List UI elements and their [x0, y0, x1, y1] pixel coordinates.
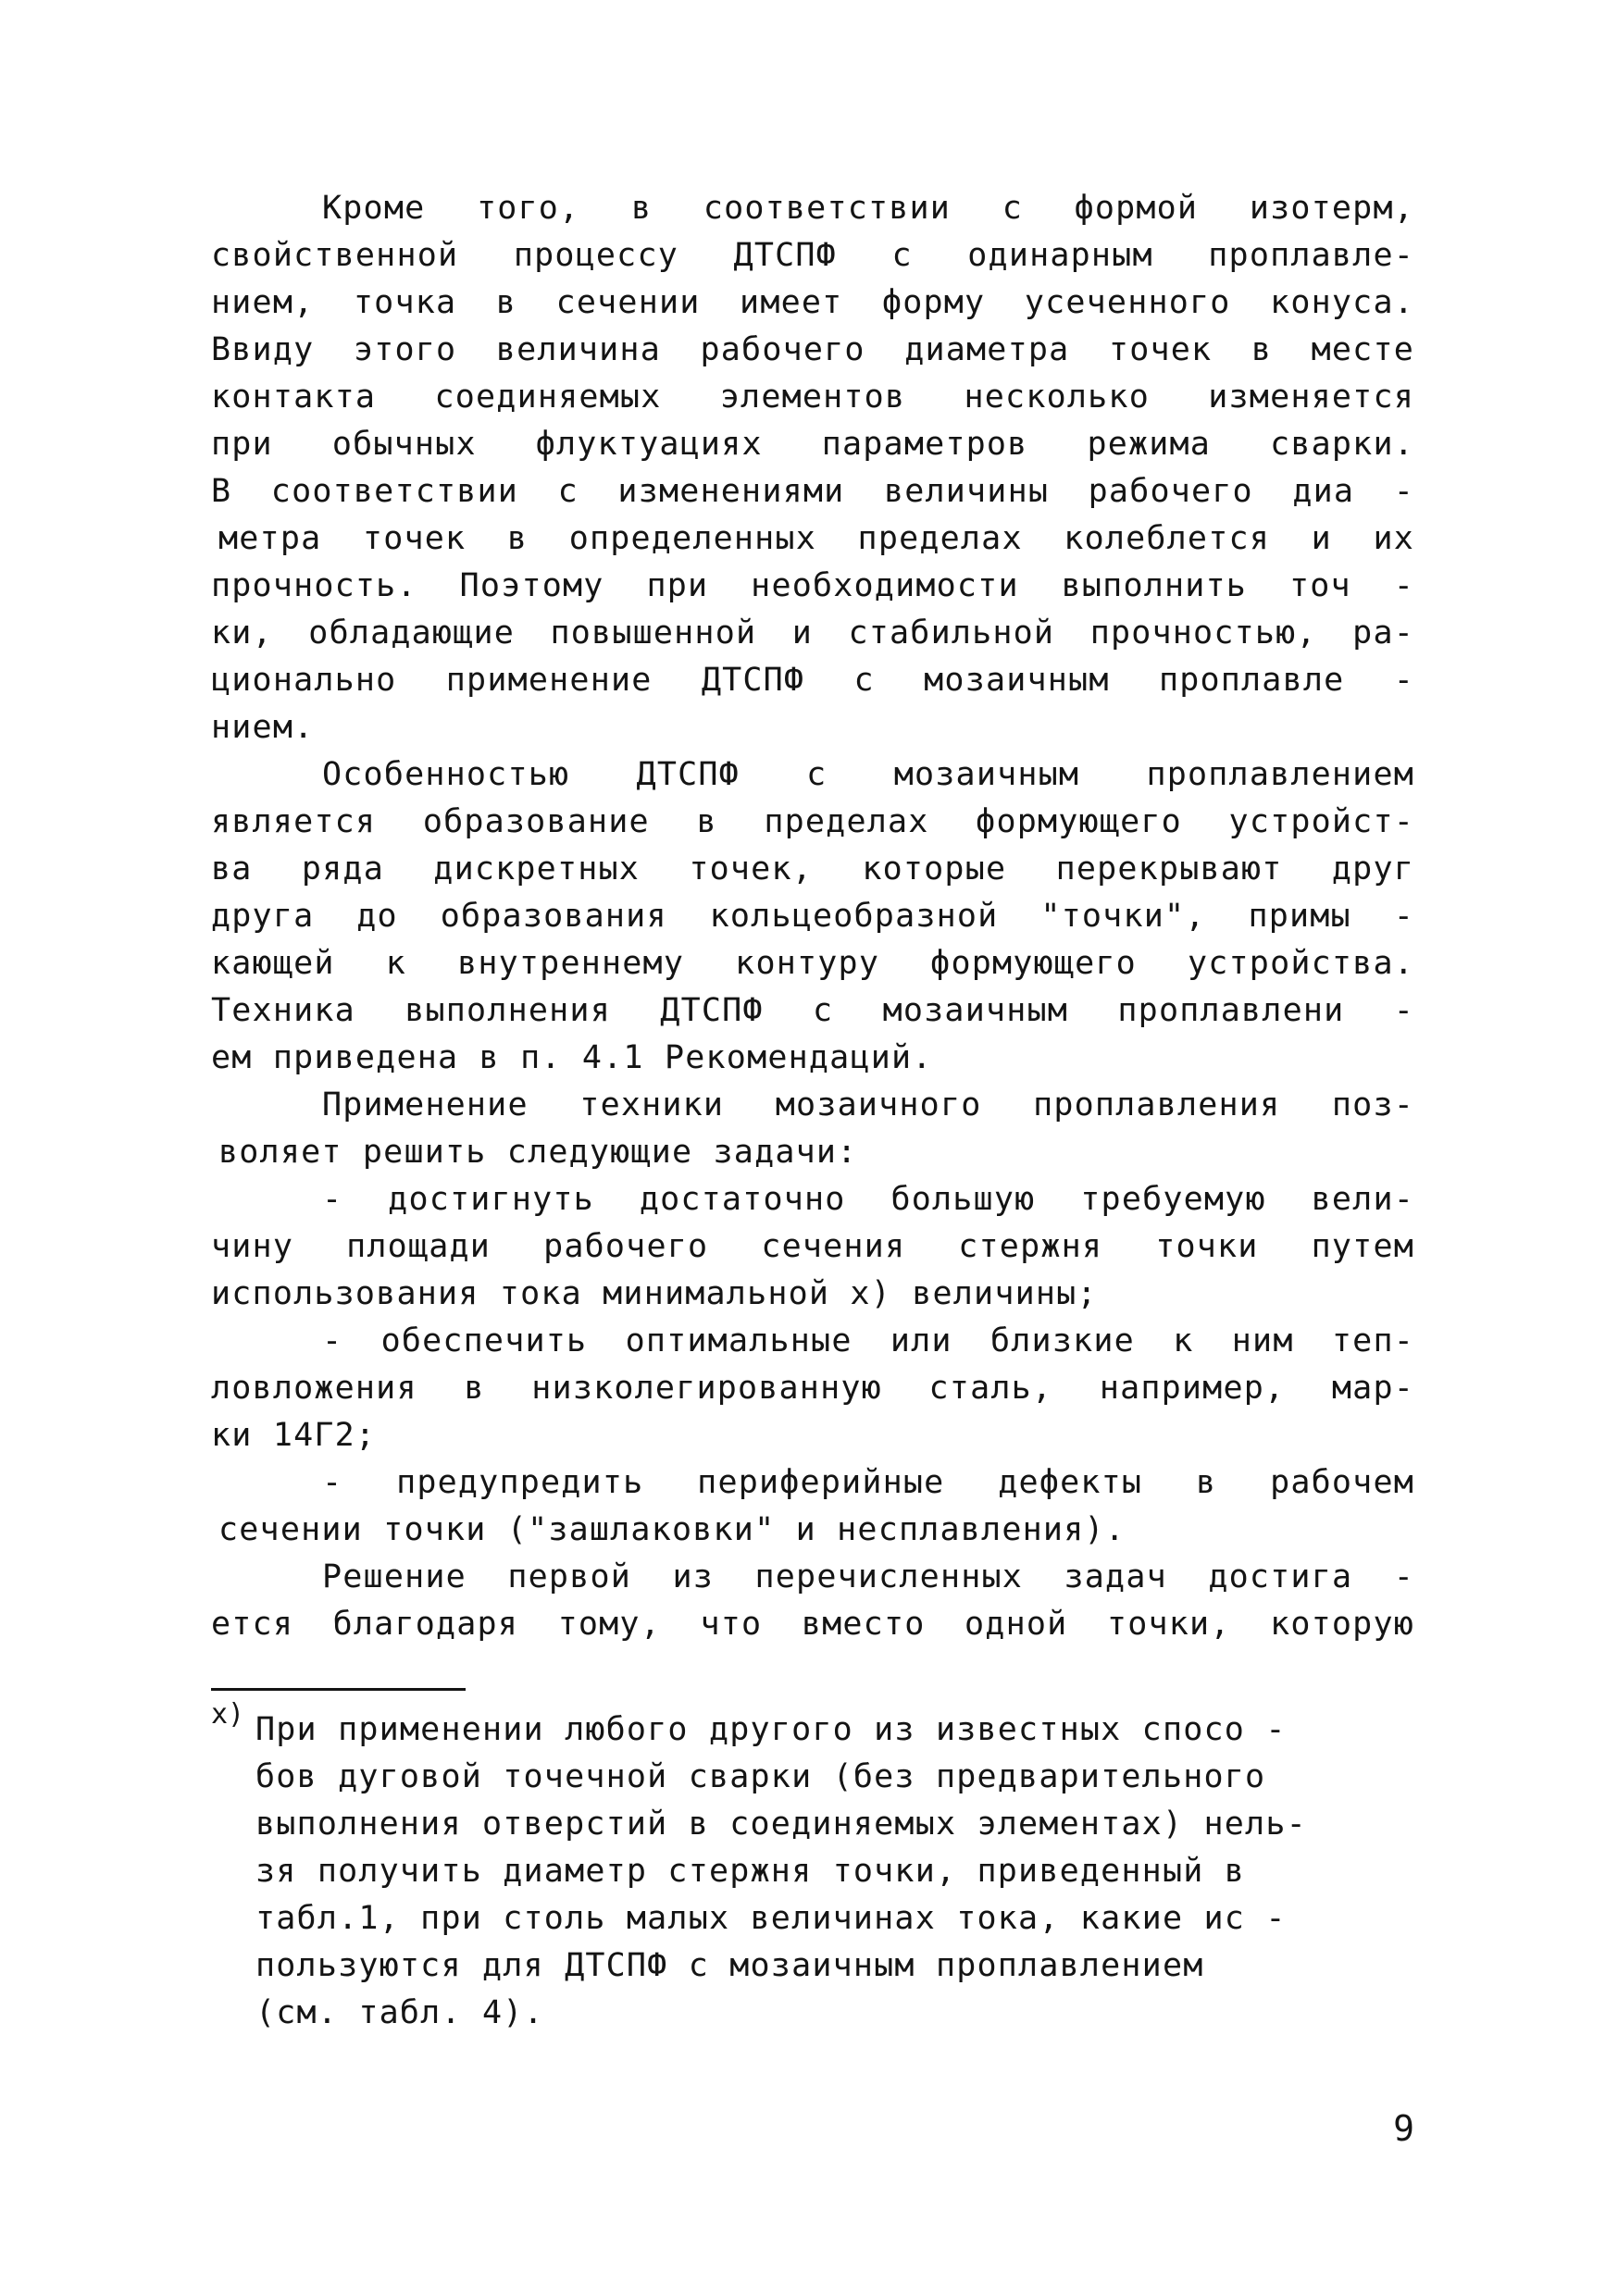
text-line: является образование в пределах формующего устройст- [211, 803, 1414, 840]
text-line: ки 14Г2; [211, 1417, 377, 1454]
main-text-block [211, 185, 1414, 1648]
text-line: друга до образования кольцеобразной "точки", примы - [211, 898, 1414, 935]
text-line: свойственной процессу ДТСПФ с одинарным проплавле- [211, 237, 1414, 274]
text-line: ловложения в низколегированную сталь, например, мар- [211, 1370, 1414, 1407]
footnote-line: выполнения отверстий в соединяемых элементах) нель- [255, 1806, 1307, 1843]
text-line: ки, обладающие повышенной и стабильной прочностью, ра- [211, 614, 1414, 652]
text-line: ется благодаря тому, что вместо одной точки, которую [211, 1606, 1414, 1643]
text-line: при обычных флуктуациях параметров режима сварки. [211, 426, 1414, 463]
footnote-divider [211, 1688, 466, 1691]
footnote [211, 1698, 1414, 2037]
text-line: нием, точка в сечении имеет форму усеченного конуса. [211, 284, 1414, 321]
text-line: нием. [211, 709, 315, 746]
footnote-line: (см. табл. 4). [255, 1994, 544, 2031]
text-line: ва ряда дискретных точек, которые перекрывают друг [211, 850, 1414, 887]
text-line: Техника выполнения ДТСПФ с мозаичным проплавлени - [211, 992, 1414, 1029]
text-line: контакта соединяемых элементов несколько изменяется [211, 379, 1414, 416]
text-line: Кроме того, в соответствии с формой изотерм, [322, 190, 1414, 227]
text-line: - достигнуть достаточно большую требуемую вели- [322, 1181, 1414, 1218]
footnote-line: пользуются для ДТСПФ с мозаичным проплавлением [255, 1947, 1204, 1984]
text-line: В соответствии с изменениями величины рабочего диа - [211, 473, 1414, 510]
text-line: прочность. Поэтому при необходимости выполнить точ - [211, 567, 1414, 604]
footnote-line: бов дуговой точечной сварки (без предварительного [255, 1758, 1266, 1795]
text-line: Решение первой из перечисленных задач достига - [322, 1558, 1414, 1595]
text-line: Особенностью ДТСПФ с мозаичным проплавлением [322, 756, 1414, 793]
footnote-line: При применении любого другого из известных спосо - [255, 1711, 1287, 1748]
footnote-line: зя получить диаметр стержня точки, приведенный в [255, 1853, 1246, 1890]
text-line: воляет решить следующие задачи: [218, 1134, 858, 1171]
text-line: Применение техники мозаичного проплавления поз- [322, 1086, 1414, 1123]
text-line: ем приведена в п. 4.1 Рекомендаций. [211, 1039, 933, 1076]
text-line: кающей к внутреннему контуру формующего устройства. [211, 945, 1414, 982]
footnote-marker: x) [211, 1698, 245, 1731]
text-line: использования тока минимальной x) величины; [211, 1275, 1098, 1312]
text-line: чину площади рабочего сечения стержня точки путем [211, 1228, 1414, 1265]
page-number: 9 [1393, 2108, 1414, 2149]
text-line: - предупредить периферийные дефекты в рабочем [322, 1464, 1414, 1501]
text-line: Ввиду этого величина рабочего диаметра точек в месте [211, 331, 1414, 368]
text-line: метра точек в определенных пределах колеблется и их [218, 520, 1414, 557]
text-line: - обеспечить оптимальные или близкие к ним теп- [322, 1322, 1414, 1359]
text-line: ционально применение ДТСПФ с мозаичным проплавле - [211, 662, 1414, 699]
footnote-line: табл.1, при столь малых величинах тока, какие ис - [255, 1900, 1287, 1937]
text-line: сечении точки ("зашлаковки" и несплавления). [218, 1511, 1126, 1548]
